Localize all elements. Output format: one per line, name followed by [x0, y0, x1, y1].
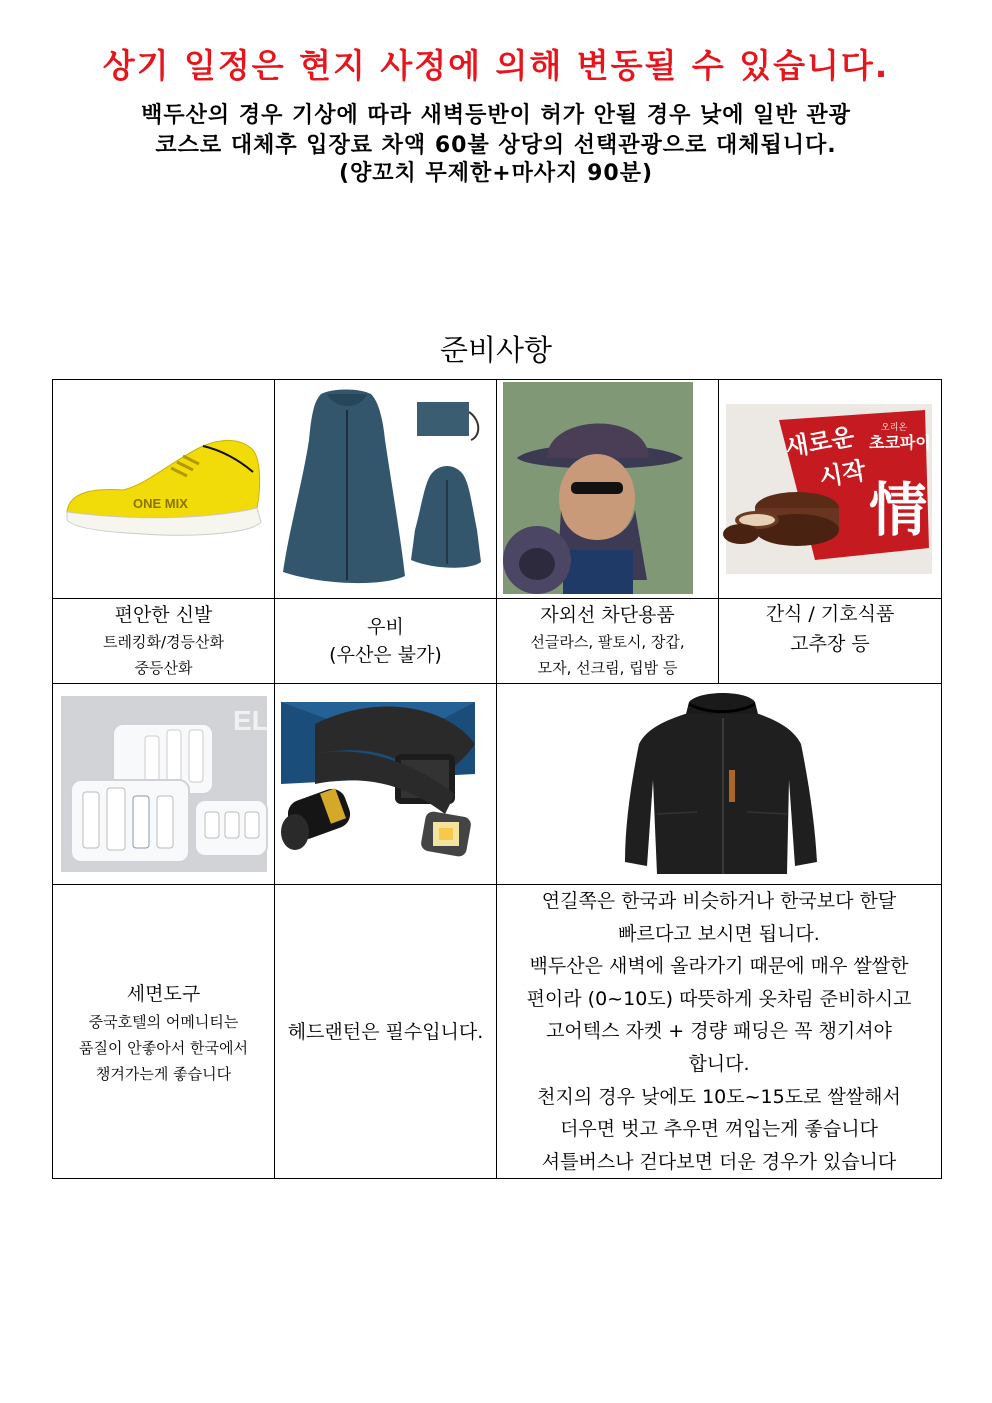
toiletries-sub-3: 챙겨가는게 좋습니다: [95, 1064, 232, 1083]
shoe-caption-cell: [53, 599, 275, 684]
jacket-line-1: 연길쪽은 한국과 비슷하거나 한국보다 한달: [541, 890, 897, 912]
uv-sub-1: 선글라스, 팔토시, 장갑,: [530, 633, 685, 651]
snack-sub: 고추장 등: [790, 633, 870, 655]
jacket-caption-cell: [497, 885, 942, 1179]
raincoat-title: 우비: [367, 616, 404, 638]
snack-caption-cell: [719, 599, 942, 684]
raincoat-sub: (우산은 불가): [329, 644, 442, 666]
notice-red-line: 상기 일정은 현지 사정에 의해 변동될 수 있습니다.: [102, 46, 890, 85]
jacket-image-cell: [497, 684, 942, 885]
black-jacket-image: [497, 684, 942, 884]
shoe-sub-2: 중등산화: [134, 659, 193, 677]
notice-line-2: 코스로 대체후 입장료 차액 60불 상당의 선택관광으로 대체됩니다.: [155, 133, 837, 158]
raincoat-image-cell: [275, 380, 497, 599]
raincoat-caption-cell: [275, 599, 497, 684]
shoe-image-cell: [53, 380, 275, 599]
watermark-text: EL: [233, 705, 269, 736]
toiletries-image-cell: [53, 684, 275, 885]
shoe-brand-text: ONE MIX: [133, 496, 188, 511]
headlamp-text: 헤드랜턴은 필수입니다.: [287, 1020, 484, 1043]
chocopie-box-image: [719, 380, 942, 598]
preparation-table: [52, 379, 942, 1179]
snack-slogan-1: 새로운: [783, 421, 857, 462]
yellow-sneaker-image: [53, 380, 275, 598]
notice-line-1: 백두산의 경우 기상에 따라 새벽등반이 허가 안될 경우 낮에 일반 관광: [141, 103, 851, 128]
snack-brand-text: 오리온: [881, 423, 908, 433]
jacket-line-7: 천지의 경우 낮에도 10도~15도로 쌀쌀해서: [537, 1085, 901, 1108]
jacket-line-4: 편이라 (0~10도) 따뜻하게 옷차림 준비하시고: [526, 987, 912, 1010]
hat-image-cell: [497, 380, 719, 599]
toiletries-sub-2: 품질이 안좋아서 한국에서: [79, 1038, 248, 1057]
jacket-line-3: 백두산은 새벽에 올라가기 때문에 매우 쌀쌀한: [529, 955, 909, 978]
headlamp-caption-cell: [275, 885, 497, 1179]
jacket-line-9: 셔틀버스나 걷다보면 더운 경우가 있습니다: [541, 1150, 897, 1173]
jacket-line-5: 고어텍스 자켓 + 경량 패딩은 꼭 챙기셔야: [546, 1020, 892, 1043]
toiletries-sub-1: 중국호텔의 어메니티는: [88, 1012, 239, 1031]
uv-caption-cell: [497, 599, 719, 684]
sun-hat-image: [497, 380, 719, 598]
headlamp-image: [275, 684, 497, 884]
jacket-line-8: 더우면 벗고 추우면 껴입는게 좋습니다: [560, 1118, 878, 1141]
snack-slogan-2: 시작: [817, 455, 868, 492]
shoe-sub-1: 트레킹화/경등산화: [103, 633, 224, 651]
uv-sub-2: 모자, 선크림, 립밤 등: [537, 659, 678, 677]
notice-line-3: (양꼬치 무제한+마사지 90분): [339, 161, 653, 186]
headlamp-image-cell: [275, 684, 497, 885]
toiletries-pouch-image: [53, 684, 275, 884]
raincoat-poncho-image: [275, 380, 497, 598]
toiletries-caption-cell: [53, 885, 275, 1179]
section-title: 준비사항: [439, 333, 553, 367]
toiletries-title: 세면도구: [126, 982, 201, 1005]
shoe-title: 편안한 신발: [114, 604, 213, 626]
snack-hanja-text: 情: [869, 476, 928, 544]
snack-image-cell: [719, 380, 942, 599]
snack-title: 간식 / 기호식품: [765, 603, 895, 625]
jacket-line-6: 합니다.: [688, 1052, 750, 1075]
uv-title: 자외선 차단용품: [540, 604, 675, 626]
snack-name-text: 초코파이: [869, 433, 931, 452]
jacket-line-2: 빠르다고 보시면 됩니다.: [618, 922, 820, 945]
